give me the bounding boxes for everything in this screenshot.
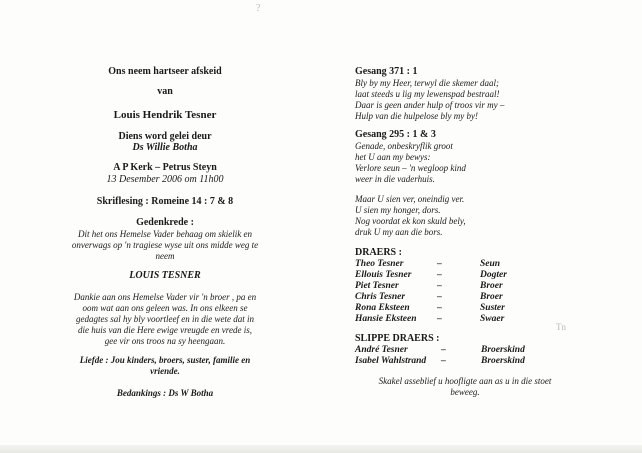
draer-name: Ellouis Tesner <box>355 270 412 280</box>
slippe-draer-name: Isabel Wahlstrand <box>355 356 427 366</box>
gedenkrede-label: Gedenkrede : <box>136 217 194 228</box>
thanks-text-4: die huis van die Here ewige vreugde en vrede is, <box>78 325 252 335</box>
thanks-text-1: Dankie aan ons Hemelse Vader vir 'n broer , pa en <box>73 292 257 302</box>
draer-relation: Dogter <box>480 270 507 280</box>
liefde-text-1: Liefde : Jou kinders, broers, suster, familie en <box>79 355 251 365</box>
draer-name: Hansie Eksteen <box>355 314 417 324</box>
scripture-reading: Skriflesing : Romeine 14 : 7 & 8 <box>96 196 234 207</box>
bedankings: Bedankings : Ds W Botha <box>116 388 214 398</box>
closing-instruction-2: beweeg. <box>450 387 480 397</box>
draer-dash: – <box>437 259 442 269</box>
draer-dash: – <box>437 292 442 302</box>
thanks-text-3: gedagtes sal hy bly voortleef en in die wete dat in <box>76 314 254 324</box>
hymn1-line-4: Hulp van die hulpelose bly my by! <box>355 111 478 121</box>
draer-relation: Seun <box>480 259 501 269</box>
venue: A P Kerk – Petrus Steyn <box>113 162 217 173</box>
pencil-mark: ? <box>256 3 261 14</box>
hymn2-line-4: weer in die vaderhuis. <box>355 174 435 184</box>
draer-relation: Broer <box>480 281 503 291</box>
pencil-mark-side: Tn <box>556 322 566 332</box>
gedenkrede-text-1: Dit het ons Hemelse Vader behaag om skielik en <box>78 229 252 239</box>
draer-name: Piet Tesner <box>355 281 399 291</box>
liefde-text-2: vriende. <box>150 366 180 376</box>
minister-name: Ds Willie Botha <box>132 142 198 153</box>
gedenkrede-text-2: onverwags op 'n tragiese wyse uit ons midde weg te <box>71 240 259 250</box>
thanks-text-2: oom wat aan ons geleen was. In ons elkeen se <box>82 303 248 313</box>
draer-relation: Broer <box>480 292 503 302</box>
draer-name: Rona Eksteen <box>355 303 410 313</box>
hymn2-verse3-line-3: Nog voordat ek kon skuld bely, <box>355 216 466 226</box>
hymn1-line-2: laat steeds u lig my lewenspad bestraal! <box>355 89 500 99</box>
hymn1-line-1: Bly by my Heer, terwyl die skemer daal; <box>355 78 499 88</box>
slippe-draer-relation: Broerskind <box>481 356 525 366</box>
closing-instruction-1: Skakel asseblief u hoofligte aan as u in die stoet <box>378 376 552 386</box>
draer-name: Chris Tesner <box>355 292 406 302</box>
draers-title: DRAERS : <box>355 247 402 258</box>
draer-name: Theo Tesner <box>355 259 404 269</box>
slippe-draer-dash: – <box>441 345 446 355</box>
hymn2-verse3-line-4: druk U my aan die bors. <box>355 227 443 237</box>
hymn1-title: Gesang 371 : 1 <box>355 66 418 77</box>
slippe-draers-title: SLIPPE DRAERS : <box>355 333 440 344</box>
slippe-draer-dash: – <box>441 356 446 366</box>
draer-relation: Swaer <box>480 314 505 324</box>
van-label: van <box>157 86 173 97</box>
deceased-name: Louis Hendrik Tesner <box>113 109 217 121</box>
hymn1-line-3: Daar is geen ander hulp of troos vir my – <box>355 100 505 110</box>
hymn2-title: Gesang 295 : 1 & 3 <box>355 129 436 140</box>
page-bottom-edge <box>0 445 642 453</box>
draer-dash: – <box>437 303 442 313</box>
farewell-heading: Ons neem hartseer afskeid <box>108 66 222 77</box>
service-datetime: 13 Desember 2006 om 11h00 <box>106 174 224 185</box>
deceased-name-upper: LOUIS TESNER <box>129 270 201 281</box>
slippe-draer-name: André Tesner <box>355 345 408 355</box>
draer-dash: – <box>437 314 442 324</box>
draer-relation: Suster <box>480 303 505 313</box>
hymn2-verse3-line-1: Maar U sien ver, oneindig ver. <box>355 194 465 204</box>
hymn2-line-2: het U aan my bewys: <box>355 152 431 162</box>
draer-dash: – <box>437 270 442 280</box>
hymn2-line-3: Verlore seun – 'n wegloop kind <box>355 163 466 173</box>
slippe-draer-relation: Broerskind <box>481 345 525 355</box>
hymn2-line-1: Genade, onbeskryflik groot <box>355 141 453 151</box>
thanks-text-5: gee vir ons troos na sy heengaan. <box>104 336 226 346</box>
draer-dash: – <box>437 281 442 291</box>
gedenkrede-text-3: neem <box>155 251 175 261</box>
service-led-label: Diens word gelei deur <box>118 131 212 142</box>
hymn2-verse3-line-2: U sien my honger, dors. <box>355 205 441 215</box>
